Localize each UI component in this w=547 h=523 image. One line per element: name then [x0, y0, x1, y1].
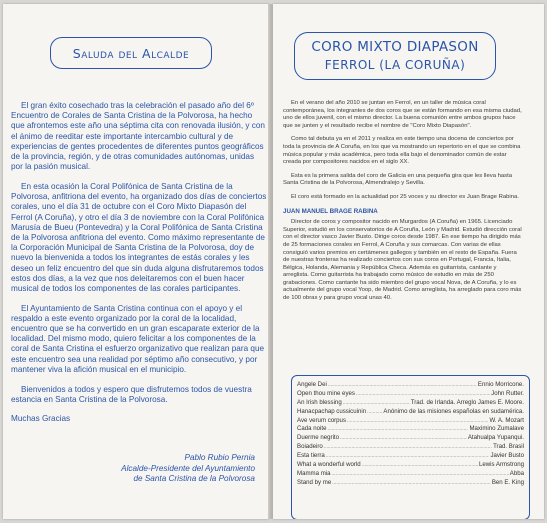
program-item	[292, 408, 529, 416]
song-title: An Irish blessing	[297, 398, 342, 406]
left-page	[3, 4, 269, 519]
song-title: Angele Dei	[297, 381, 327, 388]
program-item	[292, 417, 529, 425]
leader-dots	[356, 391, 490, 397]
song-title: Stand by me	[297, 478, 332, 486]
song-author: Ennio Morricone.	[477, 381, 524, 388]
right-page	[273, 4, 544, 519]
song-title: Hanacpachap cussicuinin	[297, 407, 367, 415]
song-title: Duerme negrito	[297, 434, 339, 442]
greeting-title: Saluda del Alcalde	[72, 45, 190, 61]
greeting-paragraph: En esta ocasión la Coral Polifónica de Santa Cristina de la Polvorosa, anfitriona del evento, ha organizado dos días de conciertos corales, uno el día 31 de octubre con el Coro Mixto Diapasón del Ferrol (A Coruña), y otro el día 3 de noviembre con la Coral Polifónica Marusía de Bueu (Pontevedra) y la Coral Polifónica de Santa Cristina de la Polvorosa anfitriona del evento. Como máximo representante de la Corporación Municipal de Santa Cristina de la Polvorosa, doy de nuevo la bienvenida a todos los integrantes de estás corales y les deseo un feliz encuentro del que sin duda alguna disfrutaremos todos estos dos días, a la vez que nos deleitaremos con el buen hacer musical de todos los componentes de las corales participantes.	[11, 181, 267, 293]
song-title: Mamma mia	[297, 469, 331, 477]
program-list	[291, 375, 530, 519]
signature-block	[55, 453, 255, 485]
leader-dots	[328, 382, 477, 388]
song-title: Esta tierra	[297, 452, 325, 460]
leader-dots	[340, 435, 467, 441]
choir-paragraph: El coro está formado en la actualidad por 25 voces y su director es Juan Brage Rabina.	[291, 193, 519, 200]
leader-dots	[326, 453, 490, 459]
leader-dots	[324, 444, 492, 450]
program-item	[292, 452, 529, 460]
signature-role: Alcalde-Presidente del Ayuntamiento	[121, 463, 255, 473]
program-item	[292, 390, 529, 398]
greeting-paragraph: El Ayuntamiento de Santa Cristina continua con el apoyo y el respaldo a este evento organizado por la coral de la localidad, encuentro que se ha convertido en un gran escaparate exterior de la localidad. Del mismo modo, quiero felicitar a los componentes de la coral de Santa Cristina el esfuerzo organizativo que realizan para que este encuentro sea una realidad por séptimo año consecutivo, y por mantener viva la afición musical en el municipio.	[11, 303, 265, 374]
program-item	[292, 461, 529, 469]
song-author: W. A. Mozart	[489, 416, 524, 424]
program-item	[292, 479, 529, 487]
greeting-title-box	[50, 37, 212, 69]
song-author: Maximino Zumalave	[469, 425, 524, 433]
director-heading: JUAN MANUEL BRAGE RABINA	[283, 207, 378, 215]
program-item	[292, 381, 529, 389]
choir-title-box	[294, 32, 496, 80]
song-author: Javier Busto	[490, 452, 524, 460]
leader-dots	[347, 418, 488, 424]
song-title: Boiadeiro	[297, 443, 323, 451]
song-title: Ave verum corpus	[297, 416, 346, 424]
signature-place: de Santa Cristina de la Polvorosa	[133, 474, 255, 483]
program-item	[292, 425, 529, 433]
song-author: Lewis Armstrong	[478, 461, 524, 469]
director-bio: Director de coros y compositor nacido en Murgardos (A Coruña) en 1965. Licenciado Superior, estudió en los conservatorios de A Coruña, León y Madrid. Estudió dirección coral con el director vasco Javier Busto. Dirige coros desde 1987. En ese tiempo ha dirigido más de 25 formaciones corales en Ferrol, A Coruña y sus comarcas. Con varias de ellas consiguió varios premios en certámenes gallegos y también en el resto de España. Fuera de nuestras fronteras ha realizado conciertos con sus coros en Portugal, Francia, Italia, Bélgica, Holanda, Alemania y República Checa. Además es guitarrista, cantante y arreglista. Como guitarrista ha trabajado como músico de estudio en más de 250 grabaciones. Como cantante ha sido miembro del grupo vocal Nova, de A Coruña, y lo es actualmente del grupo vocal Yoop, de Madrid. Como arreglista, ha arreglado para coro más de 100 obras y para grupo vocal unas 40.	[283, 219, 522, 302]
greeting-paragraph: Bienvenidos a todos y espero que disfrutemos todos de vuestra estancia en Santa Cristina de la Polvorosa.	[11, 384, 252, 404]
song-author: Trad. de Irlanda. Arreglo James E. Moore.	[410, 398, 524, 406]
choir-paragraph: Esta es la primera salida del coro de Galicia en una pequeña gira que les lleva hasta Santa Cristina de la Polvorosa, Almendralejo y Sevilla.	[283, 172, 513, 187]
leader-dots	[332, 480, 491, 486]
leader-dots	[343, 400, 410, 406]
choir-body	[283, 100, 523, 309]
song-author: Trad. Brasil	[493, 443, 524, 451]
leader-dots	[332, 471, 509, 477]
leader-dots	[367, 409, 382, 415]
program-item	[292, 443, 529, 451]
song-title: What a wonderful world	[297, 461, 361, 469]
song-author: Ben E. King	[491, 478, 524, 486]
choir-subtitle: FERROL (LA CORUÑA)	[324, 58, 466, 72]
program-item	[292, 470, 529, 478]
signature-name: Pablo Rubio Pernia	[184, 453, 255, 462]
program-item	[292, 399, 529, 407]
program-item	[292, 434, 529, 442]
song-author: Anónimo de las misiones españolas en sudamérica.	[383, 407, 524, 415]
greeting-closing: Muchas Gracias	[11, 414, 71, 424]
song-title: Cada noite	[297, 425, 327, 433]
choir-title: CORO MIXTO DIAPASON	[311, 39, 479, 55]
song-author: Abba	[509, 469, 524, 477]
choir-paragraph: Como tal debuta ya en el 2011 y realiza en este tiempo una docena de conciertos por toda la provincia de A Coruña, en los que va mostrando un repertorio en el que se combina música popular y más académica, pero toda ella bajo el denominador común de estar creada por compositores nacidos en el siglo XX.	[283, 136, 521, 166]
song-author: Atahualpa Yupanqui.	[467, 434, 524, 442]
song-author: John Rutter.	[491, 389, 524, 397]
choir-paragraph: En el verano del año 2010 se juntan en Ferrol, en un taller de música coral contemporánea, los integrantes de dos coros que se están formando en esa misma ciudad, uno de ellos juvenil, con el mismo director. La buena comunión entre ambos grupos hace que se junten y el resultado recibe el nombre de "Coro Mixto Diapasón".	[283, 100, 522, 129]
greeting-paragraph: El gran éxito cosechado tras la celebración el pasado año del 6º Encuentro de Corales de Santa Cristina de la Polvorosa, ha hecho que afrontemos este año una séptima cita con renovada ilusión, y con el ánimo de reeditar este importante intercambio cultural y de experiencias de gentes procedentes de diferentes puntos geográficos de la provincia, región, y de otras comunidades autónomas, unidas por la pasión musical.	[11, 101, 265, 172]
leader-dots	[327, 426, 468, 432]
song-title: Open thou mine eyes	[297, 389, 355, 397]
greeting-body	[11, 101, 267, 434]
leader-dots	[362, 462, 478, 468]
